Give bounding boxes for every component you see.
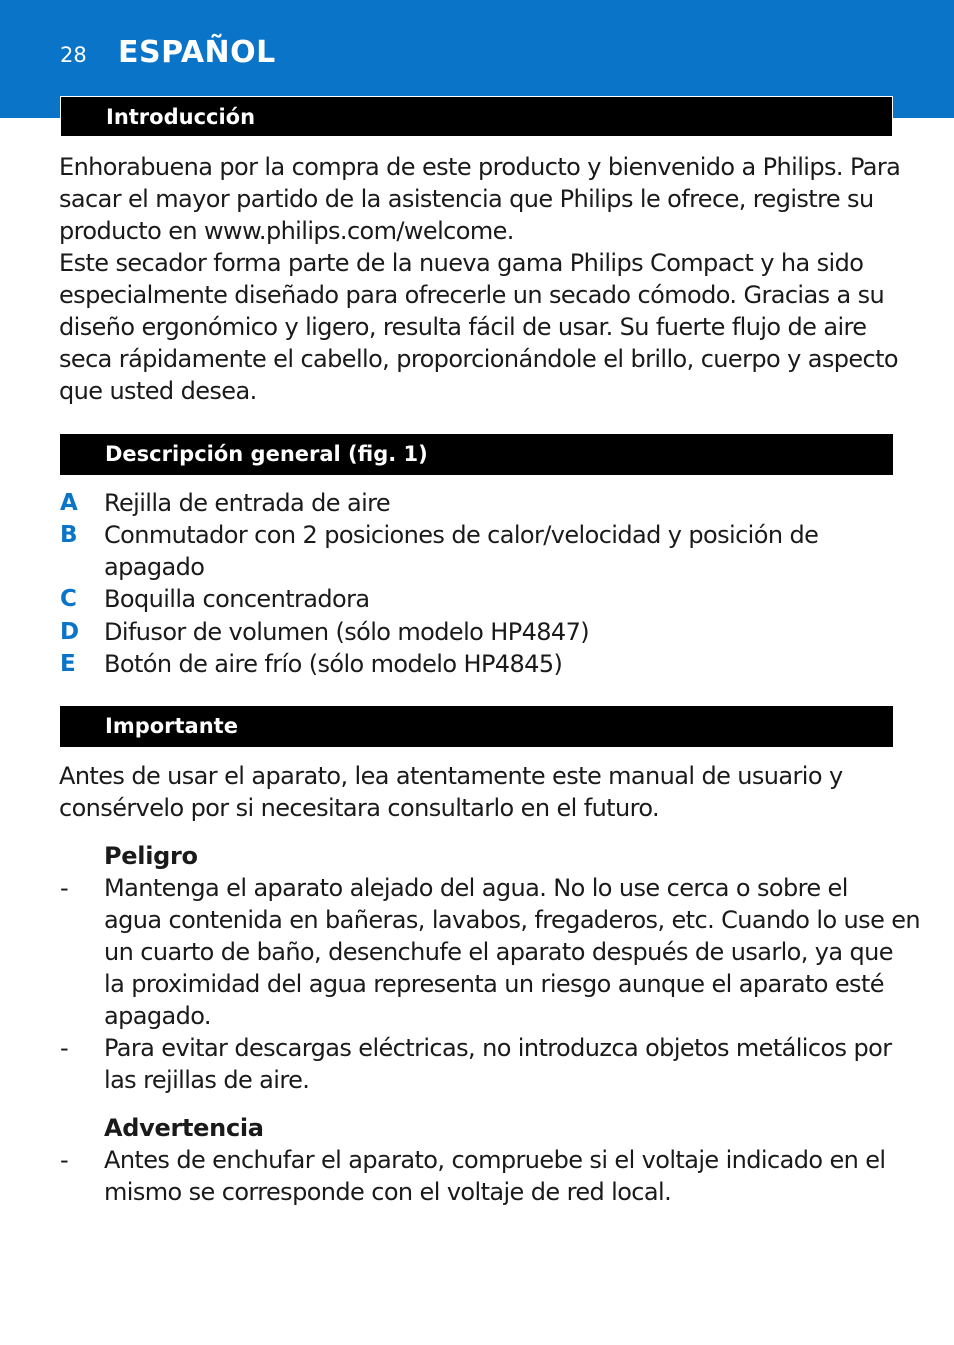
list-item: Boquilla concentradora: [104, 585, 370, 613]
text-line: sacar el mayor partido de la asistencia que Philips le ofrece, registre su: [59, 185, 874, 213]
list-letter: C: [60, 586, 77, 612]
list-item-continued: la proximidad del agua representa un riesgo aunque el aparato esté: [104, 970, 884, 998]
intro-paragraph: [59, 151, 901, 407]
list-letter: D: [60, 619, 80, 645]
list-item: Conmutador con 2 posiciones de calor/velocidad y posición de: [104, 521, 819, 549]
language-title: ESPAÑOL: [118, 35, 276, 70]
list-letter: A: [60, 490, 78, 516]
dash-bullet: -: [60, 1034, 69, 1062]
text-line: consérvelo por si necesitara consultarlo en el futuro.: [59, 794, 660, 822]
list-item: Botón de aire frío (sólo modelo HP4845): [104, 650, 563, 678]
section-header-introduccion: [60, 96, 893, 137]
text-line: Este secador forma parte de la nueva gama Philips Compact y ha sido: [59, 249, 864, 277]
list-item-continued: apagado.: [104, 1002, 211, 1030]
section-header-importante: [60, 706, 893, 747]
list-item-continued: agua contenida en bañeras, lavabos, fregaderos, etc. Cuando lo use en: [104, 906, 921, 934]
list-item: Difusor de volumen (sólo modelo HP4847): [104, 618, 590, 646]
page-number: 28: [60, 43, 87, 67]
text-line: seca rápidamente el cabello, proporcionándole el brillo, cuerpo y aspecto: [59, 345, 899, 373]
list-item: Rejilla de entrada de aire: [104, 489, 391, 517]
text-line: Enhorabuena por la compra de este producto y bienvenido a Philips. Para: [59, 153, 901, 181]
text-line: diseño ergonómico y ligero, resulta fácil de usar. Su fuerte flujo de aire: [59, 313, 867, 341]
list-item-continued: un cuarto de baño, desenchufe el aparato después de usarlo, ya que: [104, 938, 893, 966]
text-line: producto en www.philips.com/welcome.: [59, 217, 514, 245]
list-letter: B: [60, 522, 78, 548]
list-item-continued: las rejillas de aire.: [104, 1066, 310, 1094]
danger-heading: Peligro: [104, 842, 198, 870]
list-letter: E: [60, 651, 76, 677]
dash-bullet: -: [60, 874, 69, 902]
list-item: Mantenga el aparato alejado del agua. No lo use cerca o sobre el: [104, 874, 848, 902]
list-item: Antes de enchufar el aparato, compruebe si el voltaje indicado en el: [104, 1146, 886, 1174]
warning-heading: Advertencia: [104, 1114, 264, 1142]
dash-bullet: -: [60, 1146, 69, 1174]
list-item-continued: mismo se corresponde con el voltaje de red local.: [104, 1178, 672, 1206]
important-intro: [59, 760, 894, 824]
text-line: Antes de usar el aparato, lea atentamente este manual de usuario y: [59, 762, 843, 790]
list-item-continued: apagado: [104, 553, 205, 581]
text-line: especialmente diseñado para ofrecerle un secado cómodo. Gracias a su: [59, 281, 885, 309]
section-title: Importante: [105, 714, 238, 738]
section-header-descripcion: [60, 434, 893, 475]
list-item: Para evitar descargas eléctricas, no introduzca objetos metálicos por: [104, 1034, 892, 1062]
text-line: que usted desea.: [59, 377, 257, 405]
section-title: Descripción general (fig. 1): [105, 442, 428, 466]
section-title: Introducción: [106, 105, 256, 129]
